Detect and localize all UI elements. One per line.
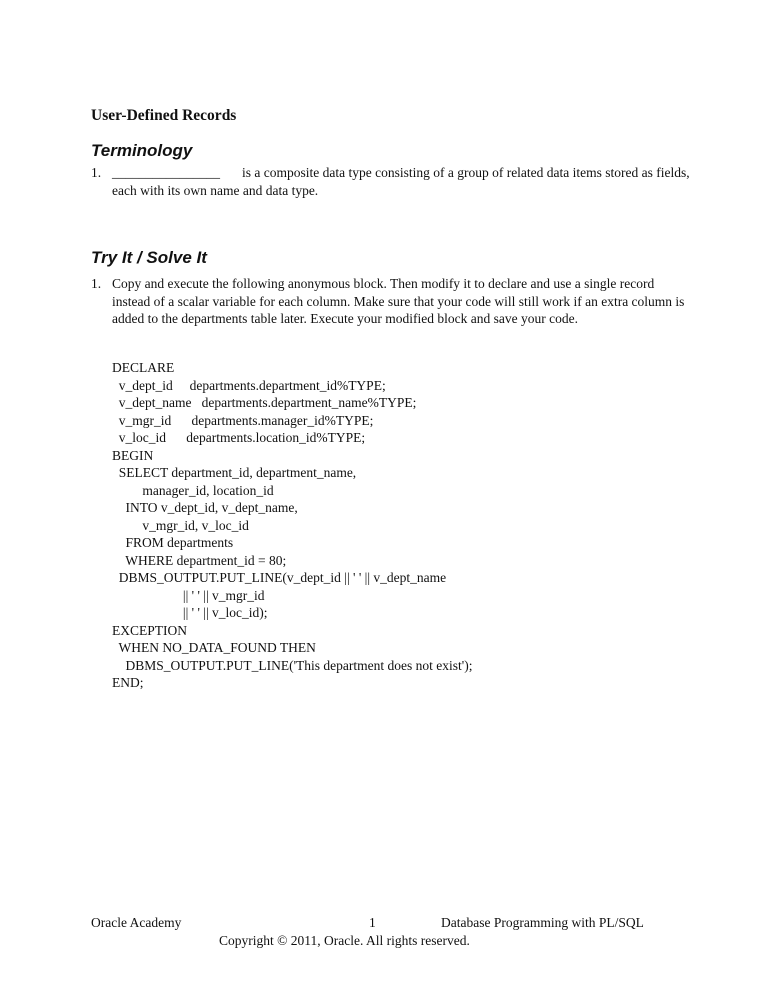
code-line: EXCEPTION: [112, 622, 187, 638]
page-title: User-Defined Records: [91, 107, 237, 124]
code-line: INTO v_dept_id, v_dept_name,: [112, 500, 298, 515]
footer-page-number: 1: [369, 915, 376, 930]
code-line: WHERE department_id = 80;: [112, 552, 287, 568]
footer-copyright: Copyright © 2011, Oracle. All rights reserved.: [219, 933, 470, 948]
code-line: DBMS_OUTPUT.PUT_LINE('This department does not exist');: [112, 657, 473, 673]
code-line: WHEN NO_DATA_FOUND THEN: [112, 640, 316, 655]
code-line: DBMS_OUTPUT.PUT_LINE(v_dept_id || ' ' || v_dept_name: [112, 570, 447, 585]
try-it-item-text: Copy and execute the following anonymous block. Then modify it to declare and use a single record instead of a scalar variable for each column. Make sure that your code will still work if an extra column is added to the departments table later. Execute your modified block and save your code.: [112, 276, 685, 326]
code-line: v_loc_id departments.location_id%TYPE;: [112, 430, 366, 445]
terminology-item-number: 1.: [91, 165, 102, 180]
code-line: v_dept_id departments.department_id%TYPE;: [112, 377, 386, 393]
code-line: || ' ' || v_loc_id);: [112, 605, 268, 620]
code-line: SELECT department_id, department_name,: [112, 465, 357, 480]
try-it-item-number: 1.: [91, 276, 102, 291]
terminology-item-body: [112, 164, 691, 199]
code-line: v_mgr_id, v_loc_id: [112, 517, 249, 533]
terminology-item: [91, 164, 691, 199]
terminology-item-text: is a composite data type consisting of a group of related data items stored as fields, each with its own name and data type.: [112, 165, 690, 198]
terminology-heading: Terminology: [91, 141, 193, 160]
try-it-item: [91, 275, 691, 328]
code-line: v_dept_name departments.department_name%TYPE;: [112, 395, 417, 410]
code-line: DECLARE: [112, 360, 175, 375]
code-line: BEGIN: [112, 447, 154, 463]
footer-left: Oracle Academy: [91, 915, 182, 930]
code-line: v_mgr_id departments.manager_id%TYPE;: [112, 412, 374, 428]
fill-in-blank: ________________: [112, 165, 220, 180]
code-line: manager_id, location_id: [112, 482, 274, 498]
code-line: FROM departments: [112, 535, 234, 550]
footer-right: Database Programming with PL/SQL: [441, 915, 644, 930]
code-line: || ' ' || v_mgr_id: [112, 587, 265, 603]
code-line: END;: [112, 675, 144, 690]
code-block: [112, 359, 472, 692]
try-it-heading: Try It / Solve It: [91, 248, 207, 267]
